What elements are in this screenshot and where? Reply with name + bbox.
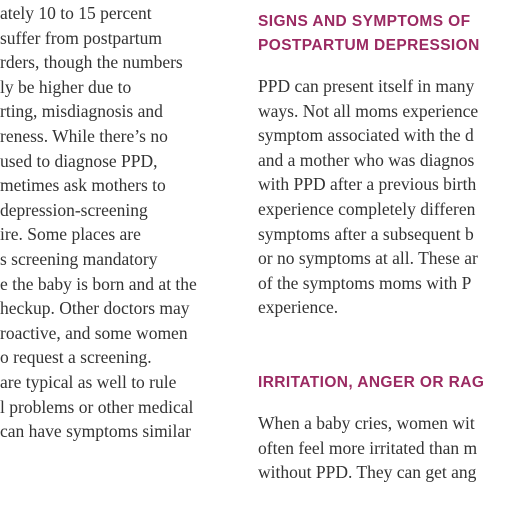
body-line: roactive, and some women <box>0 322 188 343</box>
body-line: ways. Not all moms experience <box>258 100 479 121</box>
body-line: can have symptoms similar <box>0 421 192 442</box>
body-line: experience. <box>258 297 339 318</box>
body-line: PPD can present itself in many <box>258 76 475 96</box>
body-line: symptoms after a subsequent b <box>258 223 474 244</box>
section-body-irritation-anger <box>258 411 477 485</box>
body-line: without PPD. They can get ang <box>258 462 477 483</box>
left-column-text <box>0 1 197 444</box>
body-line: and a mother who was diagnos <box>258 149 475 170</box>
section-heading-irritation-anger <box>258 371 484 395</box>
section-body-signs-and-symptoms <box>258 74 478 320</box>
body-line: experience completely differen <box>258 198 476 219</box>
body-line: ately 10 to 15 percent <box>0 3 152 23</box>
section-heading-signs-and-symptoms <box>258 10 480 58</box>
body-line: depression-screening <box>0 199 148 220</box>
body-line: symptom associated with the d <box>258 125 474 146</box>
body-line: or no symptoms at all. These ar <box>258 248 478 269</box>
body-line: heckup. Other doctors may <box>0 298 190 319</box>
heading-line: POSTPARTUM DEPRESSION <box>258 37 480 54</box>
body-line: ire. Some places are <box>0 224 141 245</box>
body-line: used to diagnose PPD, <box>0 150 158 171</box>
heading-line: SIGNS AND SYMPTOMS OF <box>258 13 471 30</box>
body-line: rting, misdiagnosis and <box>0 101 163 122</box>
body-line: ly be higher due to <box>0 76 132 97</box>
body-line: of the symptoms moms with P <box>258 272 472 293</box>
body-line: reness. While there’s no <box>0 125 168 146</box>
body-line: s screening mandatory <box>0 248 158 269</box>
body-line: l problems or other medical <box>0 396 194 417</box>
body-line: often feel more irritated than m <box>258 437 478 458</box>
body-line: e the baby is born and at the <box>0 273 197 294</box>
heading-line: IRRITATION, ANGER OR RAG <box>258 374 485 391</box>
body-line: rders, though the numbers <box>0 52 183 73</box>
body-line: When a baby cries, women wit <box>258 413 475 433</box>
body-line: with PPD after a previous birth <box>258 174 477 195</box>
body-line: o request a screening. <box>0 347 152 368</box>
body-line: metimes ask mothers to <box>0 175 166 196</box>
body-line: suffer from postpartum <box>0 27 163 48</box>
body-line: are typical as well to rule <box>0 371 177 392</box>
